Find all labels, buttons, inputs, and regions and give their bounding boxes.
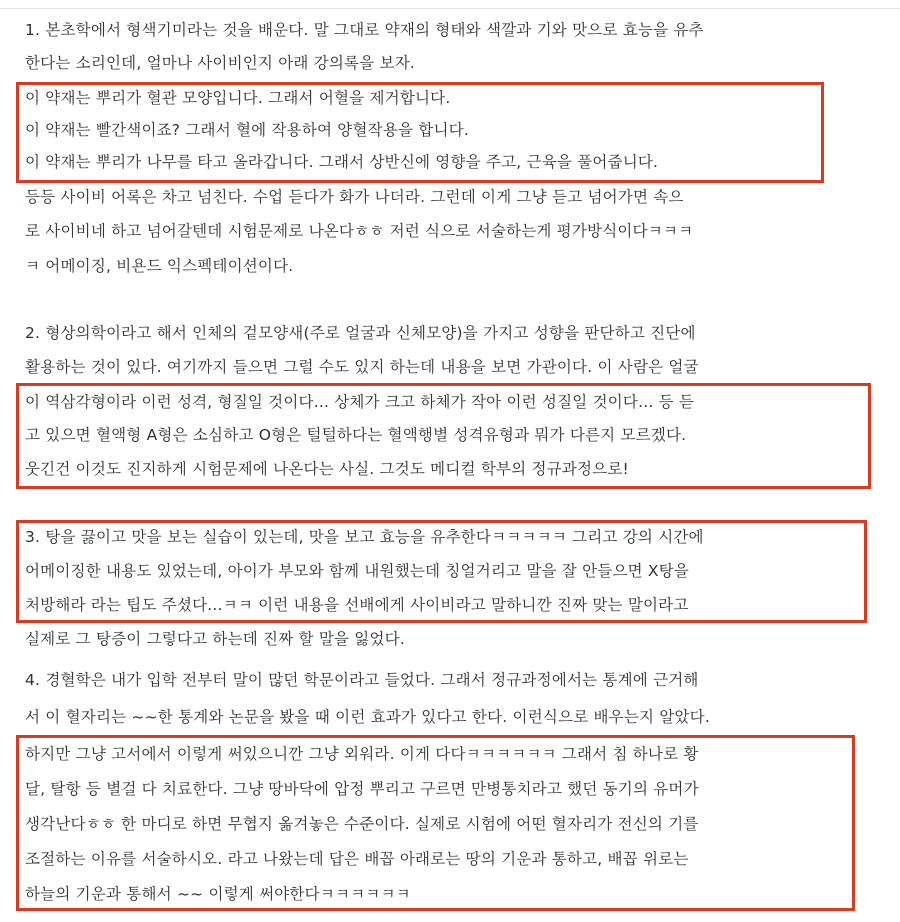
paragraph-line: 로 사이비네 하고 넘어갈텐데 시험문제로 나온다ㅎㅎ 저런 식으로 서술하는게 평가방식이다ㅋㅋㅋ <box>25 222 694 240</box>
highlighted-quote-line: 고 있으면 혈액형 A형은 소심하고 O형은 털털하다는 혈액행별 성격유형과 뭐가 다른지 모르겠다. <box>25 426 687 444</box>
highlighted-quote-line: 이 약재는 빨간색이죠? 그래서 혈에 작용하여 양혈작용을 합니다. <box>25 121 469 139</box>
paragraph-line: 2. 형상의학이라고 해서 인체의 겉모양새(주로 얼굴과 신체모양)을 가지고 성향을 판단하고 진단에 <box>25 324 696 342</box>
highlighted-quote-line: 이 역삼각형이라 이런 성격, 형질일 것이다... 상체가 크고 하체가 작아 이런 성질일 것이다... 등 듣 <box>25 393 695 411</box>
highlighted-quote-line: 달, 탈항 등 별걸 다 치료한다. 그냥 땅바닥에 압정 뿌리고 구르면 만병통치라고 했던 동기의 유머가 <box>25 780 699 798</box>
highlighted-quote-line: 어메이징한 내용도 있었는데, 아이가 부모와 함께 내원했는데 칭얼거리고 말을 잘 안들으면 X탕을 <box>25 562 690 580</box>
paragraph-line: 1. 본초학에서 형색기미라는 것을 배운다. 말 그대로 약재의 형태와 색깔과 기와 맛으로 효능을 유추 <box>25 21 704 39</box>
paragraph-line: ㅋ 어메이징, 비욘드 익스펙테이션이다. <box>25 257 294 275</box>
paragraph-line: 등등 사이비 어록은 차고 넘친다. 수업 듣다가 화가 나더라. 그런데 이게 그냥 듣고 넘어가면 속으 <box>25 188 684 206</box>
highlighted-quote-line: 이 약재는 뿌리가 혈관 모양입니다. 그래서 어혈을 제거합니다. <box>25 89 451 107</box>
paragraph-line: 서 이 혈자리는 ~~한 통계와 논문을 봤을 때 이런 효과가 있다고 한다. 이런식으로 배우는지 알았다. <box>25 708 710 726</box>
highlighted-quote-line: 조절하는 이유를 서술하시오. 라고 나왔는데 답은 배꼽 아래로는 땅의 기운과 통하고, 배꼽 위로는 <box>25 850 689 868</box>
paragraph-line: 4. 경혈학은 내가 입학 전부터 말이 많던 학문이라고 들었다. 그래서 정규과정에서는 통계에 근거해 <box>25 671 699 689</box>
highlighted-quote-line: 생각난다ㅎㅎ 한 마디로 하면 무협지 옮겨놓은 수준이다. 실제로 시험에 어떤 혈자리가 전신의 기를 <box>25 815 699 833</box>
paragraph-line: 실제로 그 탕증이 그렇다고 하는데 진짜 할 말을 잃었다. <box>25 630 405 648</box>
paragraph-line: 활용하는 것이 있다. 여기까지 들으면 그럴 수도 있지 하는데 내용을 보면 가관이다. 이 사람은 얼굴 <box>25 358 699 376</box>
highlighted-quote-line: 하지만 그냥 고서에서 이렇게 써있으니깐 그냥 외워라. 이게 다다ㅋㅋㅋㅋㅋㅋ 그래서 침 하나로 황 <box>25 745 699 763</box>
highlighted-quote-line: 이 약재는 뿌리가 나무를 타고 올라갑니다. 그래서 상반신에 영향을 주고, 근육을 풀어줍니다. <box>25 153 659 171</box>
top-divider <box>0 8 900 9</box>
paragraph-line: 한다는 소리인데, 얼마나 사이비인지 아래 강의록을 보자. <box>25 54 415 72</box>
highlighted-quote-line: 3. 탕을 끓이고 맛을 보는 실습이 있는데, 맛을 보고 효능을 유추한다ㅋㅋㅋㅋㅋ 그리고 강의 시간에 <box>25 528 704 546</box>
highlighted-quote-line: 웃긴건 이것도 진지하게 시험문제에 나온다는 사실. 그것도 메디컬 학부의 정규과정으로! <box>25 460 629 478</box>
highlighted-quote-line: 처방해라 라는 팁도 주셨다...ㅋㅋ 이런 내용을 선배에게 사이비라고 말하니깐 진짜 맞는 말이라고 <box>25 596 689 614</box>
highlighted-quote-line: 하늘의 기운과 통해서 ~~ 이렇게 써야한다ㅋㅋㅋㅋㅋㅋ <box>25 885 411 903</box>
